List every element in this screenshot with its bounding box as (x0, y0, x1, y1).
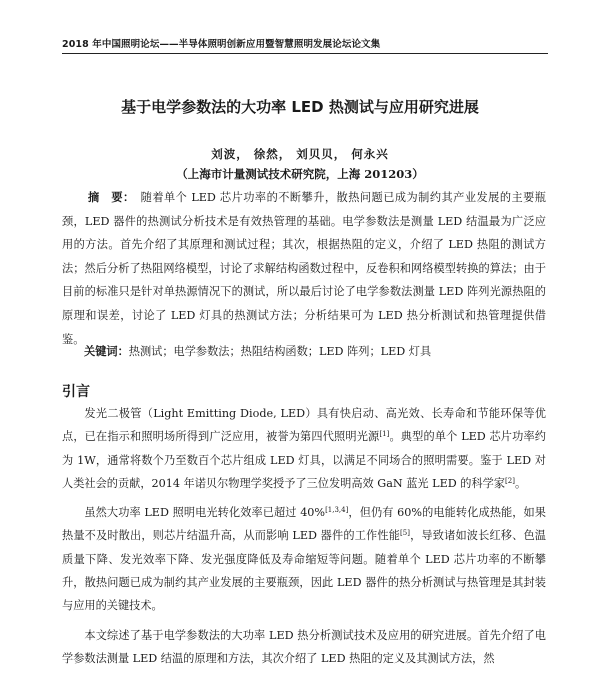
section-heading-introduction: 引言 (62, 384, 90, 400)
abstract-text: 随着单个 LED 芯片功率的不断攀升，散热问题已成为制约其产业发展的主要瓶颈，LED 器件的热测试分析技术是有效热管理的基础。电学参数法是测量 LED 结温最为广泛应用的方法。首先介绍了其原理和测试过程；其次，根据热阻的定义，介绍了 LED 热阻的测试方法；然后分析了热阻网络模型，讨论了求解结构函数过程中，反卷积和网络模型转换的算法；由于目前的标准只是针对单热源情况下的测试，所以最后讨论了电学参数法测量 LED 阵列光源热阻的原理和误差，讨论了 LED 灯具的热测试方法；分析结果可为 LED 热分析测试和热管理提供借鉴。 (62, 191, 546, 346)
citation: [1,3,4] (325, 506, 349, 515)
paragraph (62, 501, 546, 617)
citation: [5] (400, 529, 410, 538)
body-text (62, 402, 546, 672)
author-list: 刘波， 徐然， 刘贝贝， 何永兴 (211, 147, 389, 161)
paragraph-text: ，但仍有 60%的电能转化成热能，如果热量不及时散出，则芯片结温升高，从而影响 LED 器件的工作性能 (62, 506, 546, 543)
keywords-label: 关键词： (84, 345, 129, 358)
paragraph-text: 。 (514, 476, 527, 490)
paragraph-text: 发光二极管（Light Emitting Diode, LED）具有快启动、高光效、长寿命和节能环保等优点，已在指示和照明场所得到广泛应用，被誉为第四代照明光源 (62, 407, 546, 444)
paragraph-text: 虽然大功率 LED 照明电光转化效率已超过 40% (84, 506, 326, 520)
running-head: 2018 年中国照明论坛——半导体照明创新应用暨智慧照明发展论坛论文集 (62, 39, 381, 50)
paragraph-text: ，导致诸如波长红移、色温质量下降、发光效率下降、发光强度降低及寿命缩短等问题。随着单个 LED 芯片功率的不断攀升，散热问题已成为制约其产业发展的主要瓶颈，因此 LED 器件的热分析测试与热管理是其封装与应用的关键技术。 (62, 529, 546, 613)
abstract-block (62, 186, 546, 351)
paragraph (62, 402, 546, 495)
citation: [1] (379, 430, 390, 439)
paragraph-text: 本文综述了基于电学参数法的大功率 LED 热分析测试技术及应用的研究进展。首先介绍了电学参数法测量 LED 结温的原理和方法，其次介绍了 LED 热阻的定义及其测试方法，然 (62, 628, 546, 665)
paragraph-text: 。典型的单个 LED 芯片功率约为 1W，通常将数个乃至数百个芯片组成 LED 灯具，以满足不同场合的照明需要。鉴于 LED 对人类社会的贡献，2014 年诺贝尔物理学奖授予了三位发明高效 GaN 蓝光 LED 的科学家 (62, 430, 546, 490)
header-rule (62, 53, 548, 54)
paragraph (62, 624, 546, 671)
keywords-text: 热测试；电学参数法；热阻结构函数；LED 阵列；LED 灯具 (128, 345, 432, 358)
affiliation: （上海市计量测试技术研究院，上海 201203） (176, 167, 424, 181)
citation: [2] (505, 476, 515, 485)
keywords-block (62, 342, 546, 362)
paper-title: 基于电学参数法的大功率 LED 热测试与应用研究进展 (121, 98, 479, 116)
abstract-label: 摘 要： (88, 191, 135, 204)
